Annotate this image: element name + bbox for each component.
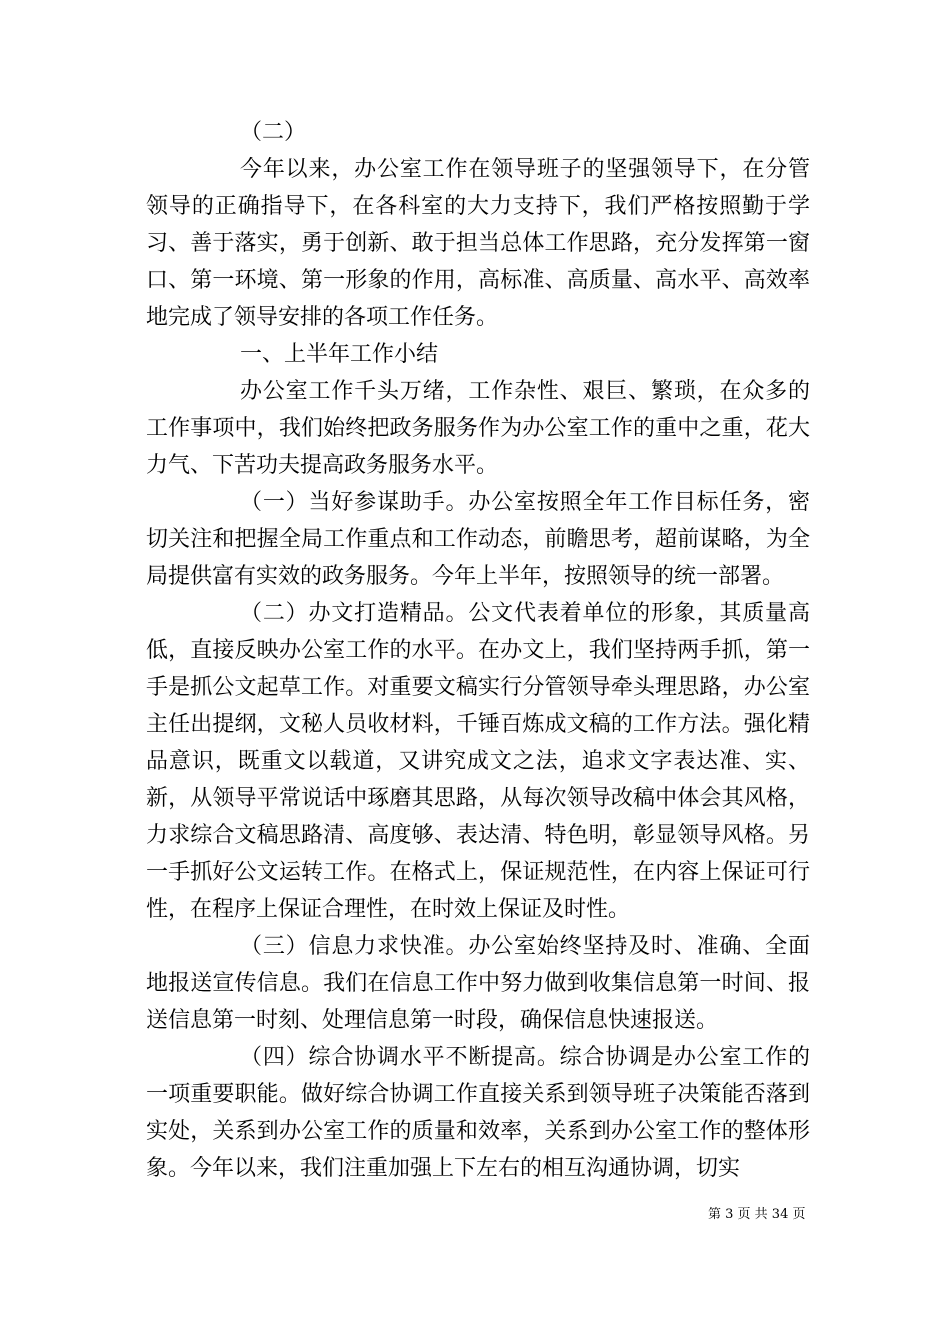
section-number: （二） xyxy=(240,120,307,145)
item-1-paragraph: （一）当好参谋助手。办公室按照全年工作目标任务，密切关注和把握全局工作重点和工作动态，前瞻思考，超前谋略，为全局提供富有实效的政务服务。今年上半年，按照领导的统一部署。 xyxy=(146,490,810,589)
item-4-paragraph: （四）综合协调水平不断提高。综合协调是办公室工作的一项重要职能。做好综合协调工作直接关系到领导班子决策能否落到实处，关系到办公室工作的质量和效率，关系到办公室工作的整体形象。今年以来，我们注重加强上下左右的相互沟通协调，切实 xyxy=(146,1045,810,1181)
document-body xyxy=(146,114,810,1187)
summary-paragraph: 办公室工作千头万绪，工作杂性、艰巨、繁琐，在众多的工作事项中，我们始终把政务服务作为办公室工作的重中之重，花大力气、下苦功夫提高政务服务水平。 xyxy=(146,379,810,478)
item-3-paragraph: （三）信息力求快准。办公室始终坚持及时、准确、全面地报送宣传信息。我们在信息工作中努力做到收集信息第一时间、报送信息第一时刻、处理信息第一时段，确保信息快速报送。 xyxy=(146,934,810,1033)
intro-paragraph: 今年以来，办公室工作在领导班子的坚强领导下，在分管领导的正确指导下，在各科室的大力支持下，我们严格按照勤于学习、善于落实，勇于创新、敢于担当总体工作思路，充分发挥第一窗口、第一环境、第一形象的作用，高标准、高质量、高水平、高效率地完成了领导安排的各项工作任务。 xyxy=(146,157,810,330)
item-2-paragraph: （二）办文打造精品。公文代表着单位的形象，其质量高低，直接反映办公室工作的水平。在办文上，我们坚持两手抓，第一手是抓公文起草工作。对重要文稿实行分管领导牵头理思路，办公室主任出提纲，文秘人员收材料，千锤百炼成文稿的工作方法。强化精品意识，既重文以载道，又讲究成文之法，追求文字表达准、实、新，从领导平常说话中琢磨其思路，从每次领导改稿中体会其风格，力求综合文稿思路清、高度够、表达清、特色明，彰显领导风格。另一手抓好公文运转工作。在格式上，保证规范性，在内容上保证可行性，在程序上保证合理性，在时效上保证及时性。 xyxy=(146,601,810,922)
section-heading: 一、上半年工作小结 xyxy=(240,342,439,367)
page-number-footer: 第 3 页 共 34 页 xyxy=(708,1207,806,1222)
